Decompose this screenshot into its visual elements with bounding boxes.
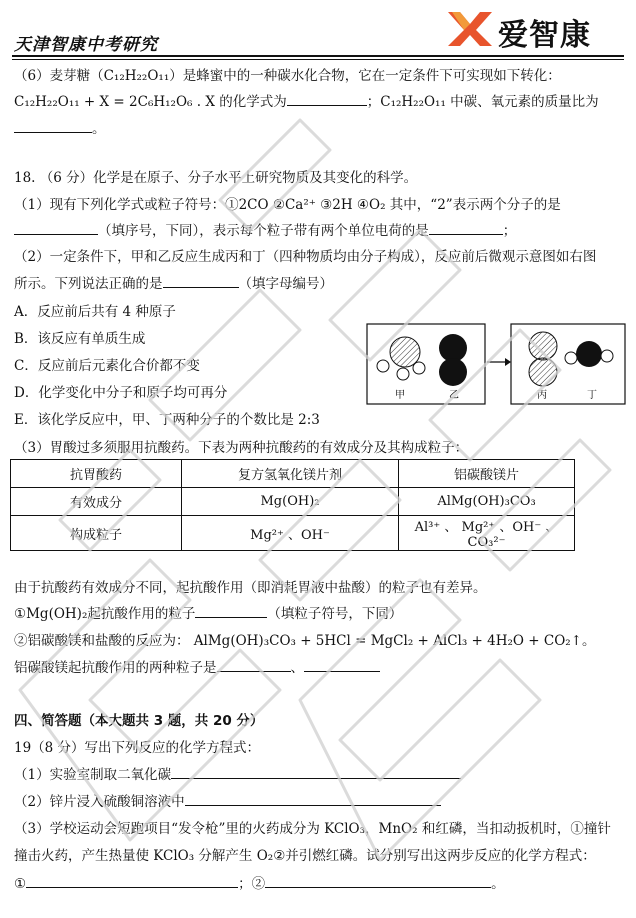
answer-blank[interactable] <box>185 793 441 806</box>
q18-p1b-b: ； <box>502 223 517 239</box>
q17-6-line2b: ；C₁₂H₂₂O₁₁ 中碳、氧元素的质量比为 <box>366 94 599 110</box>
q19-s2 <box>14 790 441 810</box>
option-b: B．该反应有单质生成 <box>14 331 146 347</box>
q19-s4b: ；② <box>238 876 266 892</box>
q18-p1b-a: （填序号，下同），表示每个粒子带有两个单位电荷的是 <box>98 223 429 239</box>
table-cell: Mg²⁺ 、OH⁻ <box>182 516 399 551</box>
q18-p7b: 、 <box>290 660 304 676</box>
q18-p3: （3）胃酸过多须服用抗酸药。下表为两种抗酸药的有效成分及其构成粒子： <box>14 440 469 456</box>
answer-blank[interactable] <box>14 120 92 133</box>
q19-s1-label: （1）实验室制取二氧化碳 <box>14 767 172 783</box>
answer-blank[interactable] <box>163 275 239 288</box>
q19-s4c: 。 <box>491 876 505 892</box>
q18-p5a: ①Mg(OH)₂起抗酸作用的粒子 <box>14 606 196 622</box>
q17-6-line3 <box>14 117 106 137</box>
section-4-title: 四、简答题（本大题共 3 题，共 20 分） <box>14 713 264 729</box>
table-cell: 抗胃酸药 <box>11 460 182 488</box>
q19-s3a: （3）学校运动会短跑项目“发令枪”里的火药成分为 KClO₃，MnO₂ 和红磷，当扣动扳机时，①撞针 <box>14 821 611 837</box>
q19-s4 <box>14 872 505 892</box>
q18-p4: 由于抗酸药有效成分不同，起抗酸作用（即消耗胃液中盐酸）的粒子也有差异。 <box>14 580 487 596</box>
header-title: 天津智康中考研究 <box>14 35 158 55</box>
answer-blank[interactable] <box>304 659 380 672</box>
table-row <box>11 488 575 516</box>
header-rule <box>12 55 624 57</box>
header-rule-thin <box>12 59 624 60</box>
q19-title: 19（8 分）写出下列反应的化学方程式： <box>14 740 261 756</box>
q18-p2b <box>14 272 333 292</box>
q18-p7 <box>14 656 380 676</box>
q18-p1b <box>14 219 516 239</box>
q19-s4a: ① <box>14 876 27 892</box>
label-ding: 丁 <box>587 390 597 401</box>
q18-title: 18. （6 分）化学是在原子、分子水平上研究物质及其变化的科学。 <box>14 170 418 186</box>
table-cell: AlMg(OH)₃CO₃ <box>399 488 575 516</box>
table-cell: 有效成分 <box>11 488 182 516</box>
q17-6-line3-end: 。 <box>92 121 106 137</box>
q19-s1 <box>14 763 461 783</box>
answer-blank[interactable] <box>217 659 291 672</box>
answer-blank[interactable] <box>287 93 367 106</box>
q19-s2-label: （2）锌片浸入硫酸铜溶液中 <box>14 794 185 810</box>
q18-p2b-b: （填字母编号） <box>238 276 333 292</box>
answer-blank[interactable] <box>26 875 238 888</box>
answer-blank[interactable] <box>429 222 503 235</box>
antacid-table <box>10 459 575 551</box>
reaction-diagram <box>365 322 627 406</box>
q18-p7a: 铝碳酸镁起抗酸作用的两种粒子是 <box>14 660 217 676</box>
option-d: D．化学变化中分子和原子均可再分 <box>14 385 228 401</box>
table-cell: Mg(OH)₂ <box>182 488 399 516</box>
answer-blank[interactable] <box>171 766 461 779</box>
q18-p1: （1）现有下列化学式或粒子符号：①2CO ②Ca²⁺ ③2H ④O₂ 其中，“2”表示两个分子的是 <box>14 197 561 213</box>
q17-6-line2a: C₁₂H₂₂O₁₁ + X = 2C₆H₁₂O₆ . X 的化学式为 <box>14 94 287 110</box>
brand-text: 爱智康 <box>498 18 591 53</box>
label-yi: 乙 <box>449 390 459 401</box>
table-cell: 复方氢氧化镁片剂 <box>182 460 399 488</box>
table-cell: 构成粒子 <box>11 516 182 551</box>
q18-p5b: （填粒子符号，下同） <box>267 606 403 622</box>
label-bing: 丙 <box>537 390 547 401</box>
answer-blank[interactable] <box>14 222 98 235</box>
q18-p6: ②铝碳酸镁和盐酸的反应为： AlMg(OH)₃CO₃ + 5HCl = MgCl₂ + AlCl₃ + 4H₂O + CO₂↑。 <box>14 633 596 649</box>
table-row <box>11 516 575 551</box>
table-row <box>11 460 575 488</box>
answer-blank[interactable] <box>265 875 491 888</box>
table-cell: 铝碳酸镁片 <box>399 460 575 488</box>
option-c: C．反应前后元素化合价都不变 <box>14 358 200 374</box>
answer-blank[interactable] <box>195 605 267 618</box>
option-e: E．该化学反应中，甲、丁两种分子的个数比是 2:3 <box>14 412 320 428</box>
q18-p2: （2）一定条件下，甲和乙反应生成丙和丁（四种物质均由分子构成），反应前后微观示意图如右图 <box>14 249 597 265</box>
q17-6-line1: （6）麦芽糖（C₁₂H₂₂O₁₁）是蜂蜜中的一种碳水化合物，它在一定条件下可实现如下转化： <box>14 68 561 84</box>
table-cell: Al³⁺ 、 Mg²⁺ 、OH⁻ 、 CO₃²⁻ <box>399 516 575 551</box>
label-jia: 甲 <box>395 390 405 401</box>
q18-p5 <box>14 602 402 622</box>
q17-6-line2 <box>14 90 599 110</box>
q19-s3b: 撞击火药，产生热量使 KClO₃ 分解产生 O₂②并引燃红磷。试分别写出这两步反应的化学方程式： <box>14 848 596 864</box>
q18-p2b-a: 所示。下列说法正确的是 <box>14 276 163 292</box>
option-a: A．反应前后共有 4 种原子 <box>14 304 176 320</box>
